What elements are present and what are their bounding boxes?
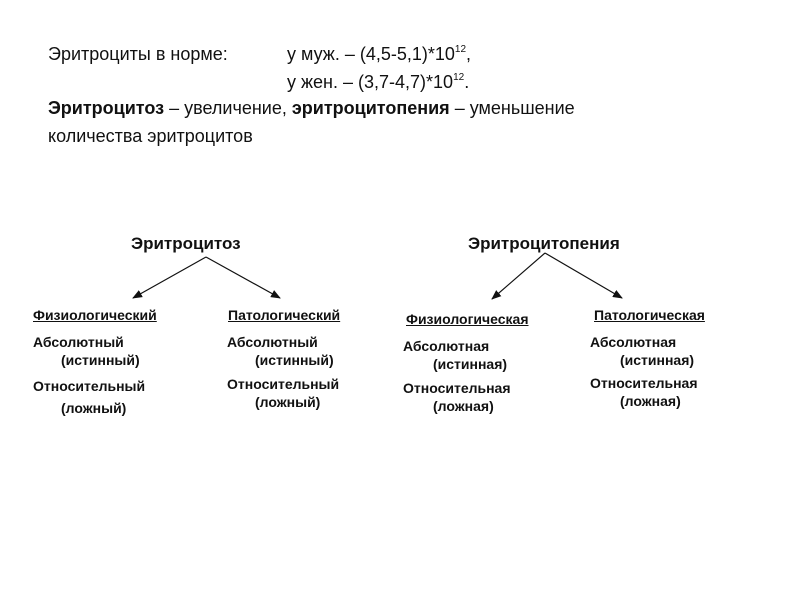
item-label: Относительная — [403, 380, 511, 396]
definition-text2: – уменьшение — [449, 98, 575, 118]
arrow-erythrocytopenia-left — [492, 253, 545, 299]
item-label-note: (ложная) — [433, 398, 494, 414]
item-label-note: (ложная) — [620, 393, 681, 409]
item-label: Относительный — [33, 378, 146, 394]
item-label-note: (истинный) — [255, 352, 334, 368]
erythrocytopenia-physiological-title: Физиологическая — [406, 311, 529, 327]
erythrocytosis-pathological-relative — [227, 375, 339, 411]
norm-label: Эритроциты в норме: — [48, 44, 228, 64]
erythrocytosis-physiological-relative — [33, 377, 145, 417]
erythrocytosis-pathological-absolute — [227, 333, 334, 369]
item-label-note: (истинный) — [61, 352, 140, 368]
erythrocytosis-pathological-title: Патологический — [228, 307, 341, 323]
norm-male-end: , — [466, 44, 472, 64]
norm-male-exponent: 12 — [454, 44, 467, 55]
item-label-note: (ложный) — [61, 400, 127, 416]
erythrocytopenia-pathological-absolute — [590, 333, 694, 369]
item-label: Абсолютная — [590, 334, 677, 350]
item-label: Относительный — [227, 376, 340, 392]
erythrocytosis-physiological-absolute — [33, 333, 140, 369]
norm-female-end: . — [464, 72, 470, 92]
arrow-erythrocytosis-right — [206, 257, 280, 298]
norm-male-text: у муж. – (4,5-5,1)*10 — [287, 44, 455, 64]
item-label: Абсолютный — [33, 334, 124, 350]
erythrocytopenia-pathological-title: Патологическая — [594, 307, 705, 323]
erythrocytopenia-physiological-relative — [403, 379, 511, 415]
erythrocytosis-title: Эритроцитоз — [131, 234, 241, 253]
definition-term-erythrocytosis: Эритроцитоз — [48, 98, 165, 118]
definition-text1: – увеличение, — [164, 98, 292, 118]
item-label-note: (истинная) — [433, 356, 508, 372]
item-label-note: (истинная) — [620, 352, 695, 368]
item-label: Абсолютный — [227, 334, 318, 350]
norm-female-exponent: 12 — [453, 72, 465, 83]
erythrocytopenia-pathological-relative — [590, 374, 698, 410]
item-label-note: (ложный) — [255, 394, 321, 410]
definition-line2: количества эритроцитов — [48, 126, 253, 146]
arrow-erythrocytosis-left — [133, 257, 206, 298]
erythrocytopenia-physiological-absolute — [403, 337, 507, 373]
definition-term-erythrocytopenia: эритроцитопения — [291, 98, 450, 118]
erythrocytopenia-title: Эритроцитопения — [468, 234, 620, 253]
arrow-erythrocytopenia-right — [545, 253, 622, 298]
norm-female-text: у жен. – (3,7-4,7)*10 — [287, 72, 454, 92]
item-label: Абсолютная — [403, 338, 490, 354]
erythrocytosis-physiological-title: Физиологический — [33, 307, 157, 323]
item-label: Относительная — [590, 375, 698, 391]
